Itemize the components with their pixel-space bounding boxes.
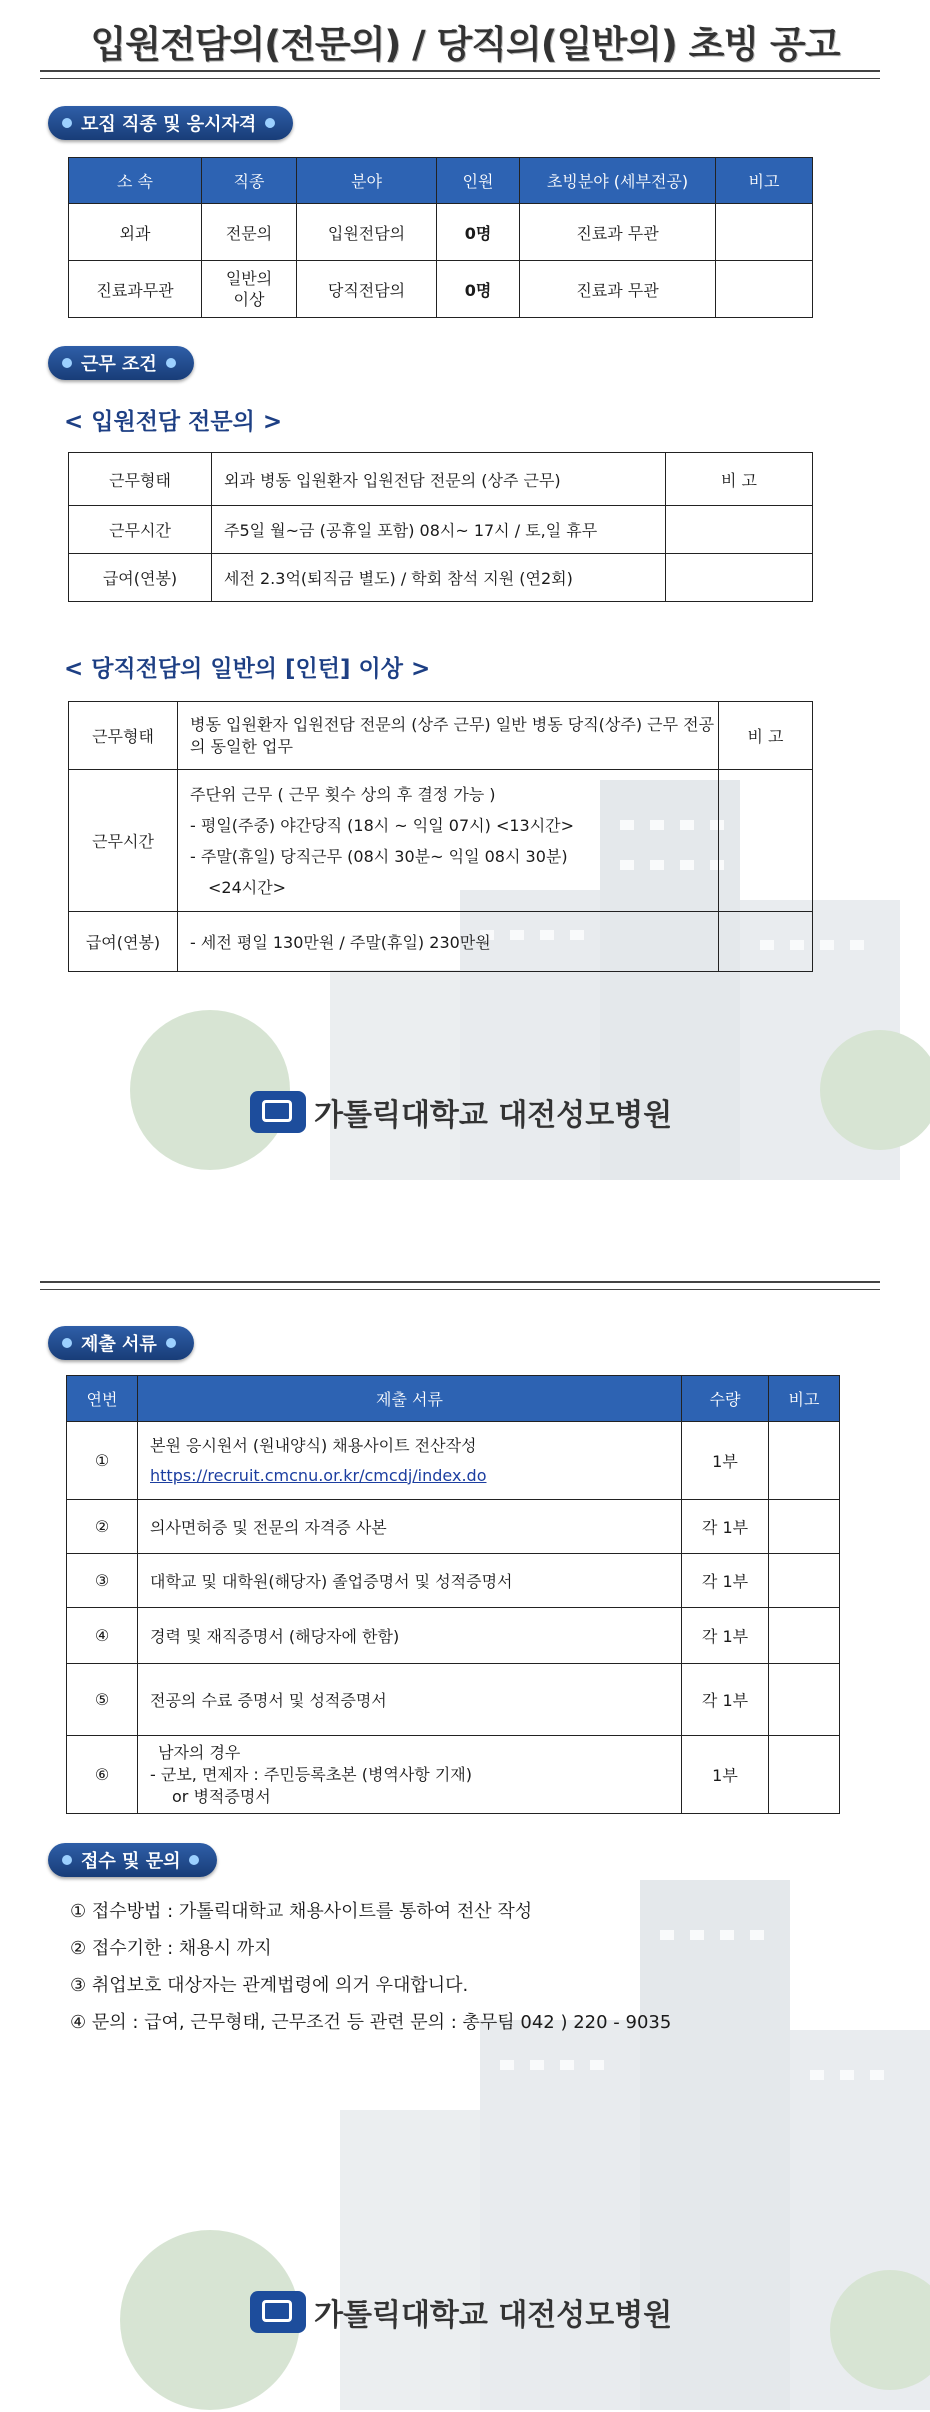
table-row (67, 1422, 840, 1500)
page-title: 입원전담의(전문의) / 당직의(일반의) 초빙 공고 (90, 23, 840, 66)
recruit-table (68, 157, 813, 318)
table-row (69, 702, 813, 770)
hospitalist-table (68, 452, 813, 602)
header-cell: 분야 (297, 158, 437, 204)
row-value: 주5일 월~금 (공휴일 포함) 08시~ 17시 / 토,일 휴무 (212, 506, 666, 554)
table-row (67, 1736, 840, 1814)
contact-line: ① 접수방법 : 가톨릭대학교 채용사이트를 통하여 전산 작성 (70, 1901, 533, 1922)
row-value: 병동 입원환자 입원전담 전문의 (상주 근무) 일반 병동 당직(상주) 근무 전공의 동일한 업무 (178, 702, 719, 770)
header-cell: 인원 (437, 158, 520, 204)
hospital-logo (250, 2290, 672, 2334)
hospitalist-heading: < 입원전담 전문의 > (64, 409, 283, 435)
row-document: 전공의 수료 증명서 및 성적증명서 (138, 1664, 682, 1736)
table-cell: 외과 (69, 204, 202, 261)
contact-line: ④ 문의 : 급여, 근무형태, 근무조건 등 관련 문의 : 총무팀 042 ) 220 - 9035 (70, 2012, 672, 2033)
row-label: 근무시간 (69, 770, 178, 912)
table-row (67, 1664, 840, 1736)
header-cell: 제출 서류 (138, 1376, 682, 1422)
table-cell: 당직전담의 (297, 261, 437, 318)
row-label: 근무형태 (69, 702, 178, 770)
row-document: 경력 및 재직증명서 (해당자에 한함) (138, 1608, 682, 1664)
line: - 평일(주중) 야간당직 (18시 ~ 익일 07시) <13시간> (190, 815, 575, 835)
note-cell (666, 506, 813, 554)
header-cell: 수량 (682, 1376, 769, 1422)
section-title-conditions: 근무 조건 (81, 354, 157, 375)
row-value: - 세전 평일 130만원 / 주말(휴일) 230만원 (178, 912, 719, 972)
table-row (69, 506, 813, 554)
row-value (178, 770, 719, 912)
document-text: 본원 응시원서 (원내양식) 채용사이트 전산작성 (150, 1435, 477, 1455)
row-quantity: 각 1부 (682, 1554, 769, 1608)
hospital-emblem-icon (250, 1091, 306, 1133)
table-cell (716, 204, 813, 261)
note-cell (719, 770, 813, 912)
row-quantity: 각 1부 (682, 1608, 769, 1664)
row-quantity: 각 1부 (682, 1500, 769, 1554)
note-cell (666, 554, 813, 602)
row-document: 의사면허증 및 전문의 자격증 사본 (138, 1500, 682, 1554)
row-note (769, 1554, 840, 1608)
row-label: 급여(연봉) (69, 554, 212, 602)
row-number: ③ (67, 1554, 138, 1608)
line: or 병적증명서 (172, 1786, 271, 1806)
table-row (69, 261, 813, 318)
row-value: 세전 2.3억(퇴직금 별도) / 학회 참석 지원 (연2회) (212, 554, 666, 602)
section-pill-conditions (48, 346, 194, 380)
note-cell (719, 912, 813, 972)
row-document (138, 1422, 682, 1500)
bullet-icon (62, 118, 72, 128)
table-cell: 진료과 무관 (520, 204, 716, 261)
line: - 군보, 면제자 : 주민등록초본 (병역사항 기재) (150, 1764, 473, 1784)
section-title-contact: 접수 및 문의 (81, 1851, 181, 1872)
bullet-icon (62, 1855, 72, 1865)
section-title-recruit: 모집 직종 및 응시자격 (81, 114, 257, 135)
oncall-table (68, 701, 813, 972)
table-cell: 진료과 무관 (520, 261, 716, 318)
table-row (69, 204, 813, 261)
table-cell: 0명 (437, 204, 520, 261)
table-row (67, 1608, 840, 1664)
hospital-name: 가톨릭대학교 대전성모병원 (314, 1098, 673, 1133)
table-cell: 0명 (437, 261, 520, 318)
table-row (67, 1554, 840, 1608)
row-document: 대학교 및 대학원(해당자) 졸업증명서 및 성적증명서 (138, 1554, 682, 1608)
bullet-icon (62, 1338, 72, 1348)
recruit-site-link[interactable]: https://recruit.cmcnu.or.kr/cmcdj/index.do (150, 1465, 487, 1485)
table-cell: 일반의 이상 (202, 261, 297, 318)
row-number: ① (67, 1422, 138, 1500)
note-cell: 비 고 (719, 702, 813, 770)
row-label: 근무시간 (69, 506, 212, 554)
section-divider (40, 1281, 880, 1290)
contact-info (70, 1893, 671, 2041)
row-quantity: 각 1부 (682, 1664, 769, 1736)
header-cell: 연번 (67, 1376, 138, 1422)
table-cell: 전문의 (202, 204, 297, 261)
table-row (69, 770, 813, 912)
contact-line: ② 접수기한 : 채용시 까지 (70, 1938, 272, 1959)
line: <24시간> (208, 877, 287, 897)
section-pill-recruit (48, 106, 293, 140)
title-divider (40, 70, 880, 79)
bullet-icon (166, 358, 176, 368)
hospital-name: 가톨릭대학교 대전성모병원 (314, 2298, 673, 2333)
header-cell: 비고 (769, 1376, 840, 1422)
row-label: 근무형태 (69, 453, 212, 506)
section-pill-documents (48, 1326, 194, 1360)
table-row (67, 1500, 840, 1554)
row-quantity: 1부 (682, 1736, 769, 1814)
row-document (138, 1736, 682, 1814)
header-cell: 초빙분야 (세부전공) (520, 158, 716, 204)
line: 남자의 경우 (158, 1742, 241, 1762)
row-quantity: 1부 (682, 1422, 769, 1500)
row-note (769, 1664, 840, 1736)
table-cell (716, 261, 813, 318)
row-number: ⑥ (67, 1736, 138, 1814)
row-note (769, 1608, 840, 1664)
table-cell: 입원전담의 (297, 204, 437, 261)
line: 주단위 근무 ( 근무 횟수 상의 후 결정 가능 ) (190, 784, 496, 804)
row-number: ⑤ (67, 1664, 138, 1736)
bullet-icon (62, 358, 72, 368)
row-value: 외과 병동 입원환자 입원전담 전문의 (상주 근무) (212, 453, 666, 506)
row-note (769, 1422, 840, 1500)
section-title-documents: 제출 서류 (81, 1334, 157, 1355)
contact-line: ③ 취업보호 대상자는 관계법령에 의거 우대합니다. (70, 1975, 469, 1996)
header-cell: 비고 (716, 158, 813, 204)
header-cell: 직종 (202, 158, 297, 204)
bullet-icon (265, 118, 275, 128)
oncall-heading: < 당직전담의 일반의 [인턴] 이상 > (64, 656, 431, 682)
documents-table (66, 1375, 840, 1814)
header-cell: 소 속 (69, 158, 202, 204)
hospital-emblem-icon (250, 2291, 306, 2333)
table-row (69, 912, 813, 972)
bullet-icon (166, 1338, 176, 1348)
note-cell: 비 고 (666, 453, 813, 506)
table-cell: 진료과무관 (69, 261, 202, 318)
row-note (769, 1736, 840, 1814)
table-row (69, 554, 813, 602)
row-number: ④ (67, 1608, 138, 1664)
line: - 주말(휴일) 당직근무 (08시 30분~ 익일 08시 30분) (190, 846, 568, 866)
hospital-logo (250, 1090, 672, 1134)
row-note (769, 1500, 840, 1554)
row-label: 급여(연봉) (69, 912, 178, 972)
row-number: ② (67, 1500, 138, 1554)
table-row (69, 453, 813, 506)
